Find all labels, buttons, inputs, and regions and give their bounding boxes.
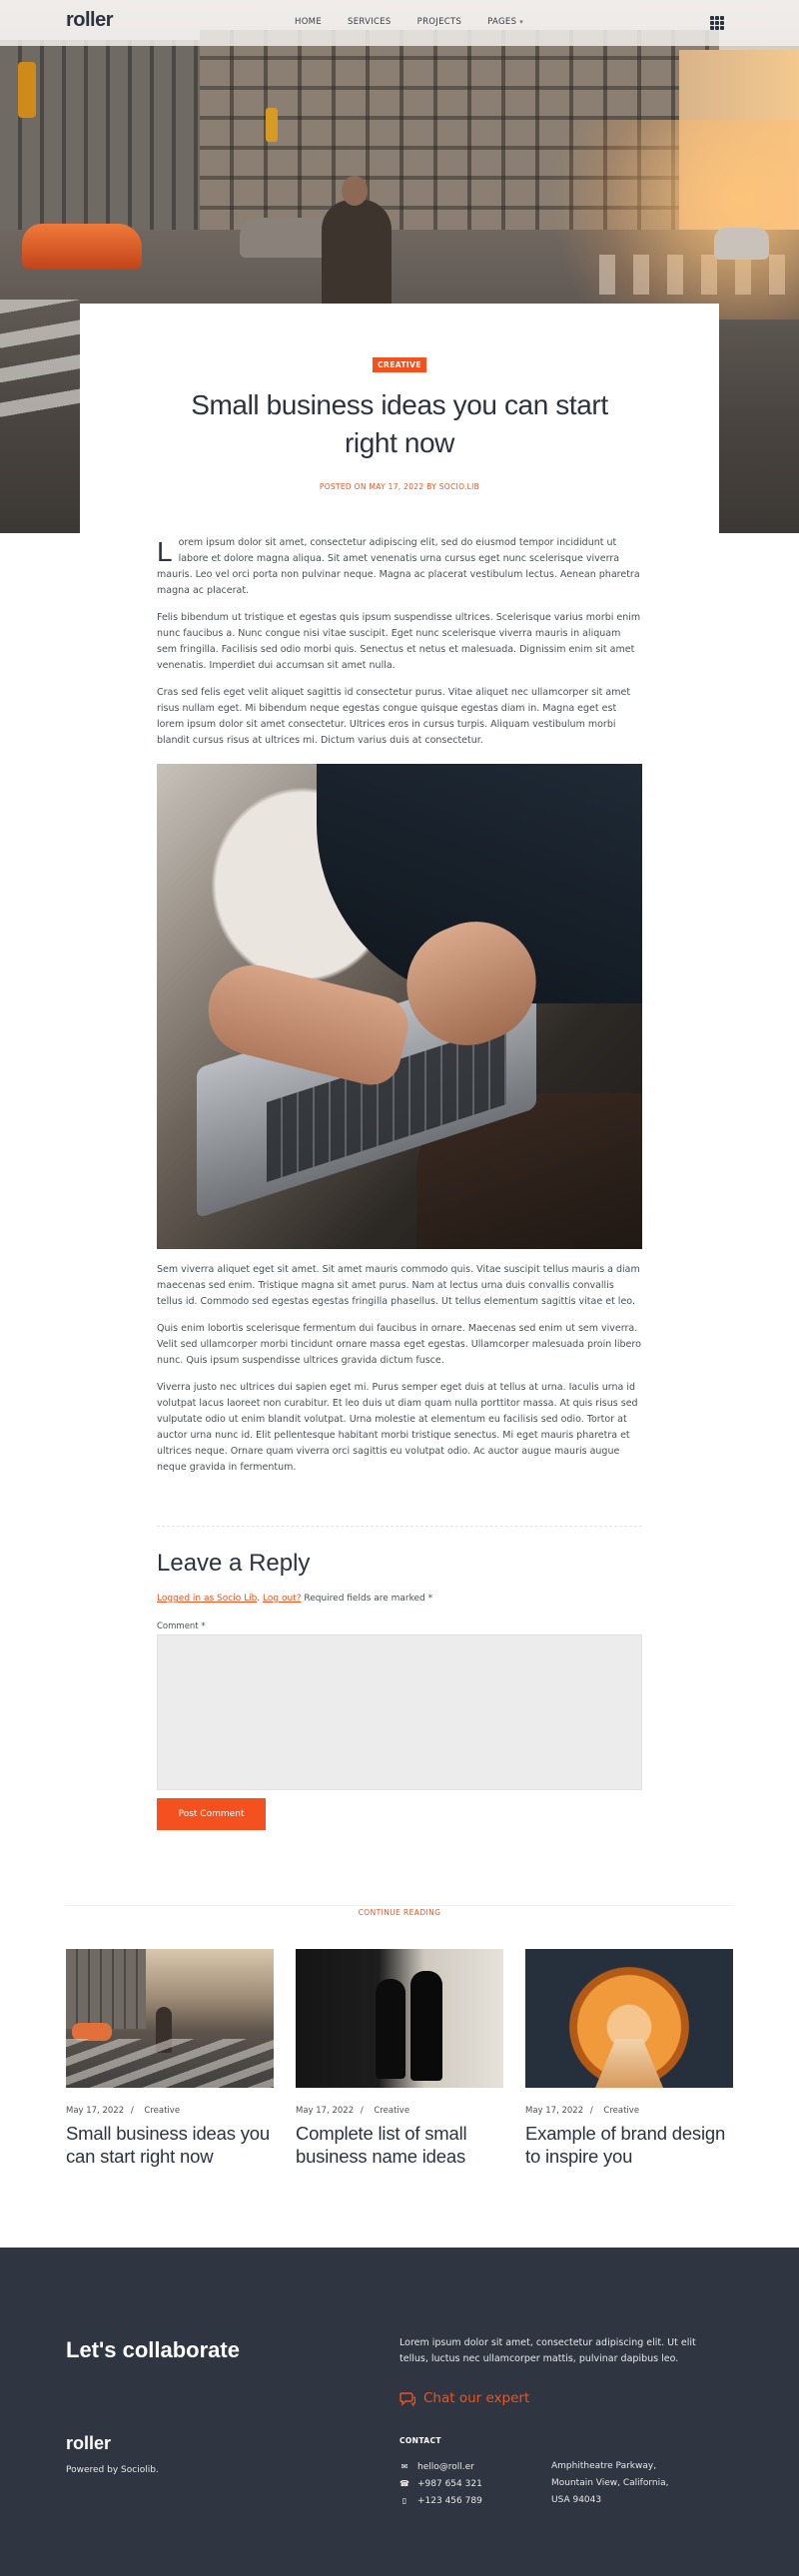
paragraph: Cras sed felis eget velit aliquet sagittis id consectetur purus. Vitae aliquet nec ullamcorper sit amet risus nullam eget. Mi bibendum neque egestas congue quisque egestas diam in. Magna eget est lorem ipsum dolor sit amet consectetur. Ultrices eros in cursus turpis. Aliquam vestibulum morbi blandit cursus risus at ultrices mi. Dictum varius duis at consectetur.: [157, 687, 631, 746]
post-author[interactable]: SOCIO.LIB: [438, 482, 480, 491]
address-line: USA 94043: [551, 2495, 602, 2505]
grid-menu-icon[interactable]: [710, 16, 724, 30]
related-post-date: May 17, 2022: [525, 2106, 584, 2116]
category-badge[interactable]: CREATIVE: [373, 357, 426, 372]
article-title: Small business ideas you can start right now: [191, 389, 608, 458]
paragraph: Viverra justo nec ultrices dui sapien eget mi. Purus semper eget duis at tellus at urna. Iaculis urna id volutpat lacus laoreet non curabitur. Et leo duis ut diam quam nulla porttitor massa. At quis risus sed vulputate odio ut enim blandit volutpat. Urna molestie at elementum eu facilisis sed odio. Tortor at auctor urna nunc id. Elit pellentesque habitant morbi tristique senectus. Mi eget mauris pharetra et ultrices neque. Ornare quam viverra orci sagittis eu volutpat odio. Ac auctor augue mauris augue neque gravida in fermentum.: [157, 1382, 638, 1473]
comment-label: Comment *: [157, 1621, 206, 1631]
related-post-meta: [525, 2106, 733, 2116]
contact-phone[interactable]: [400, 2475, 482, 2492]
related-post-meta: [66, 2106, 274, 2116]
site-logo[interactable]: roller: [66, 9, 114, 31]
site-footer: [0, 2248, 799, 2576]
related-post-category[interactable]: Creative: [374, 2106, 410, 2116]
continue-reading-label: CONTINUE READING: [351, 1908, 449, 1917]
continue-reading: [0, 1900, 799, 1919]
article-header-card: [80, 304, 719, 543]
chat-expert-label: Chat our expert: [423, 2390, 530, 2406]
footer-heading: Let's collaborate: [66, 2337, 240, 2362]
paragraph: Sem viverra aliquet eget sit amet. Sit amet mauris commodo quis. Vitae suscipit tellus mauris a diam maecenas sed enim. Tristique magna sit amet purus. Nam at lectus urna duis convallis convallis tellus id. Commodo sed egestas egestas fringilla phasellus. Ut tellus elementum sagittis vitae et leo.: [157, 1264, 640, 1307]
related-post-title[interactable]: Example of brand design to inspire you: [525, 2123, 726, 2167]
contact-list: [400, 2458, 482, 2509]
contact-email[interactable]: [400, 2458, 482, 2475]
log-out-link[interactable]: Log out?: [263, 1594, 302, 1604]
nav-services[interactable]: SERVICES: [348, 17, 392, 27]
top-navigation-bar: [0, 0, 799, 46]
comment-textarea[interactable]: [157, 1634, 642, 1790]
divider: [157, 1526, 642, 1527]
article-photo-laptop: [157, 764, 642, 1249]
post-by: BY: [426, 482, 437, 491]
chat-expert-link[interactable]: [400, 2390, 529, 2406]
address-line: Amphitheatre Parkway,: [551, 2461, 657, 2471]
related-post-category[interactable]: Creative: [144, 2106, 181, 2116]
post-meta: [80, 482, 719, 491]
meta-separator: /: [589, 2106, 593, 2116]
meta-separator: /: [130, 2106, 134, 2116]
nav-home[interactable]: HOME: [295, 17, 322, 27]
address-line: Mountain View, California,: [551, 2478, 669, 2488]
meta-separator: /: [360, 2106, 364, 2116]
mail-icon: ✉: [400, 2462, 408, 2471]
chat-icon: [400, 2390, 415, 2406]
contact-address: [551, 2458, 668, 2509]
related-post-date: May 17, 2022: [296, 2106, 355, 2116]
paragraph: [157, 535, 642, 599]
post-date: POSTED ON MAY 17, 2022: [319, 482, 424, 491]
related-post-card[interactable]: [66, 1949, 274, 2168]
dropcap: L: [157, 536, 173, 567]
nav-pages-label: PAGES: [487, 17, 517, 27]
article-body-top: [157, 535, 642, 760]
main-nav: [295, 17, 549, 27]
nav-projects[interactable]: PROJECTS: [416, 17, 462, 27]
chevron-down-icon: ▾: [519, 18, 524, 26]
contact-mobile[interactable]: [400, 2492, 482, 2509]
reply-heading: Leave a Reply: [157, 1550, 311, 1577]
contact-heading: CONTACT: [400, 2436, 441, 2445]
footer-logo[interactable]: roller: [66, 2433, 112, 2453]
required-note: Required fields are marked *: [301, 1594, 433, 1604]
logged-in-link[interactable]: Logged in as Socio Lib: [157, 1594, 258, 1604]
related-post-image[interactable]: [66, 1949, 274, 2088]
powered-by: Powered by Sociolib.: [66, 2465, 159, 2475]
paragraph-text: orem ipsum dolor sit amet, consectetur adipiscing elit, sed do eiusmod tempor incididunt ut labore et dolore magna aliqua. Sit amet venenatis urna cursus eget nunc scelerisque viverra mauris. Leo vel orci porta non pulvinar neque. Magna ac placerat vestibulum lectus. Aenean pharetra magna ac placerat.: [157, 537, 640, 596]
related-post-title[interactable]: Complete list of small business name ideas: [296, 2123, 467, 2167]
paragraph: Felis bibendum ut tristique et egestas quis ipsum suspendisse ultrices. Scelerisque varius morbi enim nunc faucibus a. Nunc congue nisi vitae suscipit. Eget nunc scelerisque viverra mauris in aliquam sem fringilla. Facilisis sed odio morbi quis. Senectus et netus et malesuada. Dignissim enim sit amet venenatis. Imperdiet dui accumsan sit amet nulla.: [157, 612, 641, 671]
logged-in-notice: Logged in as Socio Lib. Log out? Required fields are marked *: [157, 1594, 433, 1604]
nav-pages[interactable]: [487, 17, 523, 27]
paragraph: Quis enim lobortis scelerisque fermentum dui faucibus in ornare. Maecenas sed enim ut sem viverra. Velit sed ullamcorper morbi tincidunt ornare massa eget egestas. Ullamcorper malesuada proin libero nunc. Quis ipsum suspendisse ultrices gravida dictum fusce.: [157, 1323, 641, 1366]
related-post-category[interactable]: Creative: [603, 2106, 640, 2116]
related-post-card[interactable]: [525, 1949, 733, 2168]
related-post-meta: [296, 2106, 503, 2116]
related-post-image[interactable]: [296, 1949, 503, 2088]
post-comment-button[interactable]: Post Comment: [157, 1798, 266, 1830]
contact-phone-text: +987 654 321: [417, 2478, 482, 2489]
contact-mobile-text: +123 456 789: [417, 2495, 482, 2506]
footer-description: Lorem ipsum dolor sit amet, consectetur adipiscing elit. Ut elit tellus, luctus nec ullamcorper mattis, pulvinar dapibus leo.: [400, 2337, 696, 2364]
related-post-title[interactable]: Small business ideas you can start right now: [66, 2123, 270, 2167]
contact-email-text: hello@roll.er: [417, 2461, 474, 2472]
phone-icon: ☎: [400, 2479, 409, 2488]
related-post-date: May 17, 2022: [66, 2106, 125, 2116]
article-body-bottom: [157, 1262, 642, 1487]
mobile-icon: ▯: [401, 2496, 407, 2505]
related-post-card[interactable]: [296, 1949, 503, 2168]
related-post-image[interactable]: [525, 1949, 733, 2088]
